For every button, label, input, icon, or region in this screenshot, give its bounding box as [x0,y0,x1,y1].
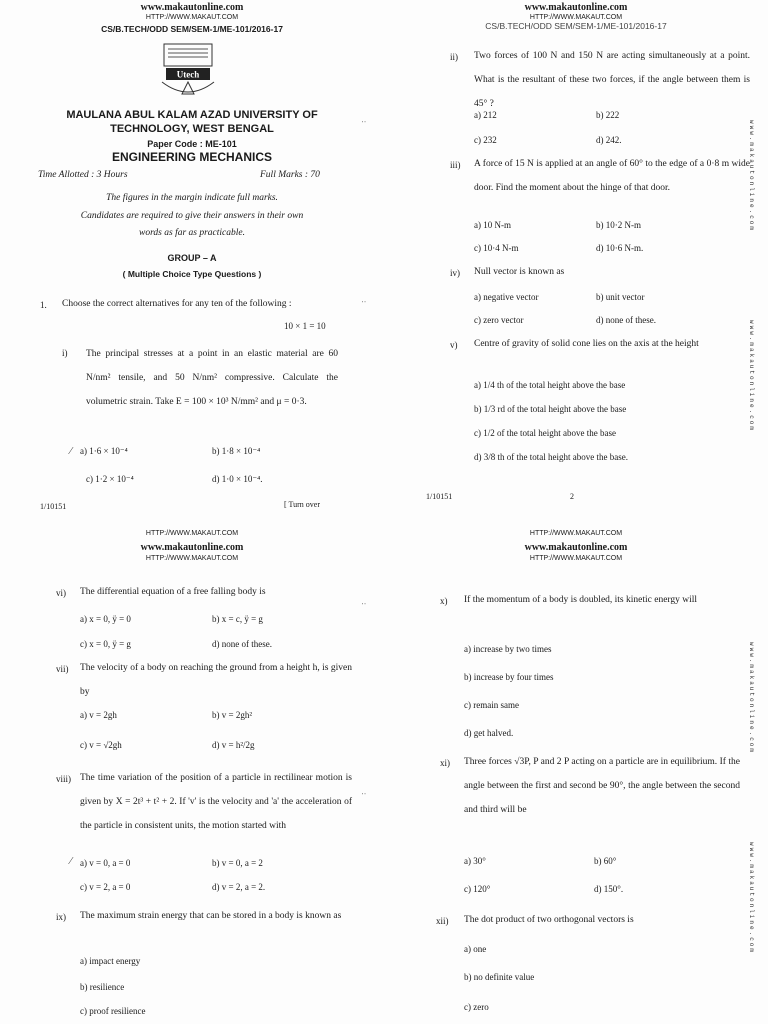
question-text: The time variation of the position of a particle in rectilinear motion is given by X = 2t³ + t² + 2. If 'v' is the velocity and 'a' the acceleration of the particle in consistent units, the motion started with [80,773,352,831]
site-header: www.makautonline.com [524,2,628,13]
option: a) 1/4 th of the total height above the base [474,380,626,390]
option: d) none of these. [212,639,272,649]
question-text: The dot product of two orthogonal vectors is [464,915,634,925]
margin-watermark: www.makautonline.com [748,120,755,233]
option: b) 60° [594,856,617,866]
option: b) 1·8 × 10⁻⁴ [212,446,261,456]
option: a) 10 N-m [474,220,511,230]
margin-watermark: : [360,300,367,306]
margin-watermark: www.makautonline.com [748,642,755,755]
page-footer-code: 1/10151 [426,492,453,501]
option: a) 212 [474,110,497,120]
option: b) 1/3 rd of the total height above the base [474,404,627,414]
exam-page-3 [0,512,384,1024]
margin-watermark: : [360,120,367,126]
university-name-line1: MAULANA ABUL KALAM AZAD UNIVERSITY OF [66,109,318,121]
option: b) increase by four times [464,672,554,682]
margin-watermark: www.makautonline.com [748,320,755,433]
option: a) one [464,944,487,954]
option: b) unit vector [596,292,645,302]
handwritten-tick-mark: ⁄ [70,446,72,457]
option: d) 1·0 × 10⁻⁴. [212,474,263,484]
page-footer-code: 1/10151 [40,502,67,511]
question-number: x) [440,596,448,606]
page-footer-turnover: [ Turn over [284,500,321,509]
question-number: i) [62,348,68,358]
option: b) no definite value [464,972,535,982]
option: b) 222 [596,110,620,120]
option: b) x = c, ÿ = g [212,614,263,624]
instruction-line3: words as far as practicable. [139,228,245,238]
option: b) v = 0, a = 2 [212,858,263,868]
question-text: Three forces √3P, P and 2 P acting on a particle are in equilibrium. If the angle between the first and second be 90°, the angle between the second and third will be [464,757,740,815]
subject-title: ENGINEERING MECHANICS [111,150,272,164]
margin-watermark: www.makautonline.com [748,842,755,955]
option: c) zero [464,1002,489,1012]
option: d) v = h²/2g [212,740,255,750]
option: c) v = √2gh [80,740,122,750]
exam-page-4 [384,512,768,1024]
question-number: xi) [440,758,450,768]
question-text: Choose the correct alternatives for any ten of the following : [62,299,292,309]
question-text: A force of 15 N is applied at an angle of 60° to the edge of a 0·8 m wide door. Find the moment about the hinge of that door. [474,159,750,193]
exam-page-1 [0,0,384,512]
question-text: The differential equation of a free falling body is [80,587,266,597]
question-number: viii) [56,774,71,784]
option: c) 232 [474,135,497,145]
question-number: iii) [450,160,461,170]
question-text: The principal stresses at a point in an elastic material are 60 N/nm² tensile, and 50 N/nm² compressive. Calculate the volumetric strain. Take E = 100 × 10³ N/mm² and μ = 0·3. [86,349,338,407]
paper-code-header: CS/B.TECH/ODD SEM/SEM-1/ME-101/2016-17 [485,21,667,31]
option: c) x = 0, ÿ = g [80,639,131,649]
option: c) 120° [464,884,491,894]
option: d) v = 2, a = 2. [212,882,266,892]
question-number: v) [450,340,458,350]
option: d) 10·6 N-m. [596,243,644,253]
option: b) resilience [80,982,125,992]
question-text: The maximum strain energy that can be stored in a body is known as [80,911,342,921]
option: a) v = 2gh [80,710,117,720]
instruction-line1: The figures in the margin indicate full marks. [106,193,278,203]
question-number: 1. [40,300,47,310]
group-subtitle: ( Multiple Choice Type Questions ) [122,269,262,279]
group-title: GROUP – A [167,253,217,263]
option: c) 10·4 N-m [474,243,519,253]
handwritten-tick-mark: ⁄ [70,856,72,867]
option: d) 3/8 th of the total height above the base. [474,452,628,462]
margin-watermark: : [360,792,367,798]
option: a) increase by two times [464,644,552,654]
option: c) 1·2 × 10⁻⁴ [86,474,134,484]
site-url: HTTP://WWW.MAKAUT.COM [529,14,623,21]
question-text: If the momentum of a body is doubled, its kinetic energy will [464,595,698,605]
option: a) 1·6 × 10⁻⁴ [80,446,128,456]
option: c) 1/2 of the total height above the base [474,428,616,438]
question-text: Centre of gravity of solid cone lies on the axis at the height [474,339,699,349]
site-header: www.makautonline.com [524,542,628,553]
option: a) negative vector [474,292,539,302]
site-url: HTTP://WWW.MAKAUT.COM [145,14,239,21]
option: c) proof resilience [80,1006,146,1016]
university-name-line2: TECHNOLOGY, WEST BENGAL [110,123,274,135]
question-text: The velocity of a body on reaching the ground from a height h, is given by [80,663,352,697]
option: b) v = 2gh² [212,710,253,720]
site-header: www.makautonline.com [140,2,244,13]
logo-wordmark: Utech [176,69,200,80]
time-allotted: Time Allotted : 3 Hours [38,170,128,180]
full-marks: Full Marks : 70 [260,170,320,180]
university-logo [152,38,224,102]
question-number: vi) [56,588,66,598]
instruction-line2: Candidates are required to give their answers in their own [80,211,304,221]
option: d) none of these. [596,315,656,325]
question-number: ix) [56,912,66,922]
option: a) x = 0, ÿ = 0 [80,614,131,624]
page-number: 2 [570,492,574,501]
exam-page-2 [384,0,768,512]
question-number: ii) [450,52,458,62]
option: d) 242. [596,135,622,145]
option: c) v = 2, a = 0 [80,882,131,892]
question-text: Two forces of 100 N and 150 N are acting simultaneously at a point. What is the resultant of these two forces, if the angle between them is 45° ? [474,51,750,109]
option: c) remain same [464,700,519,710]
option: d) get halved. [464,728,514,738]
option: a) v = 0, a = 0 [80,858,131,868]
site-header: www.makautonline.com [140,542,244,553]
question-number: vii) [56,664,69,674]
question-marks: 10 × 1 = 10 [284,321,326,331]
question-number: iv) [450,268,460,278]
site-url: HTTP://WWW.MAKAUT.COM [529,555,623,562]
question-number: xii) [436,916,449,926]
option: d) 150°. [594,884,624,894]
option: a) impact energy [80,956,141,966]
option: c) zero vector [474,315,524,325]
site-url: HTTP://WWW.MAKAUT.COM [145,555,239,562]
paper-code-header: CS/B.TECH/ODD SEM/SEM-1/ME-101/2016-17 [101,24,283,34]
paper-code: Paper Code : ME-101 [147,139,237,149]
site-url: HTTP://WWW.MAKAUT.COM [145,530,239,537]
site-url: HTTP://WWW.MAKAUT.COM [529,530,623,537]
margin-watermark: : [360,602,367,608]
question-text: Null vector is known as [474,267,565,277]
option: a) 30° [464,856,486,866]
option: b) 10·2 N-m [596,220,641,230]
